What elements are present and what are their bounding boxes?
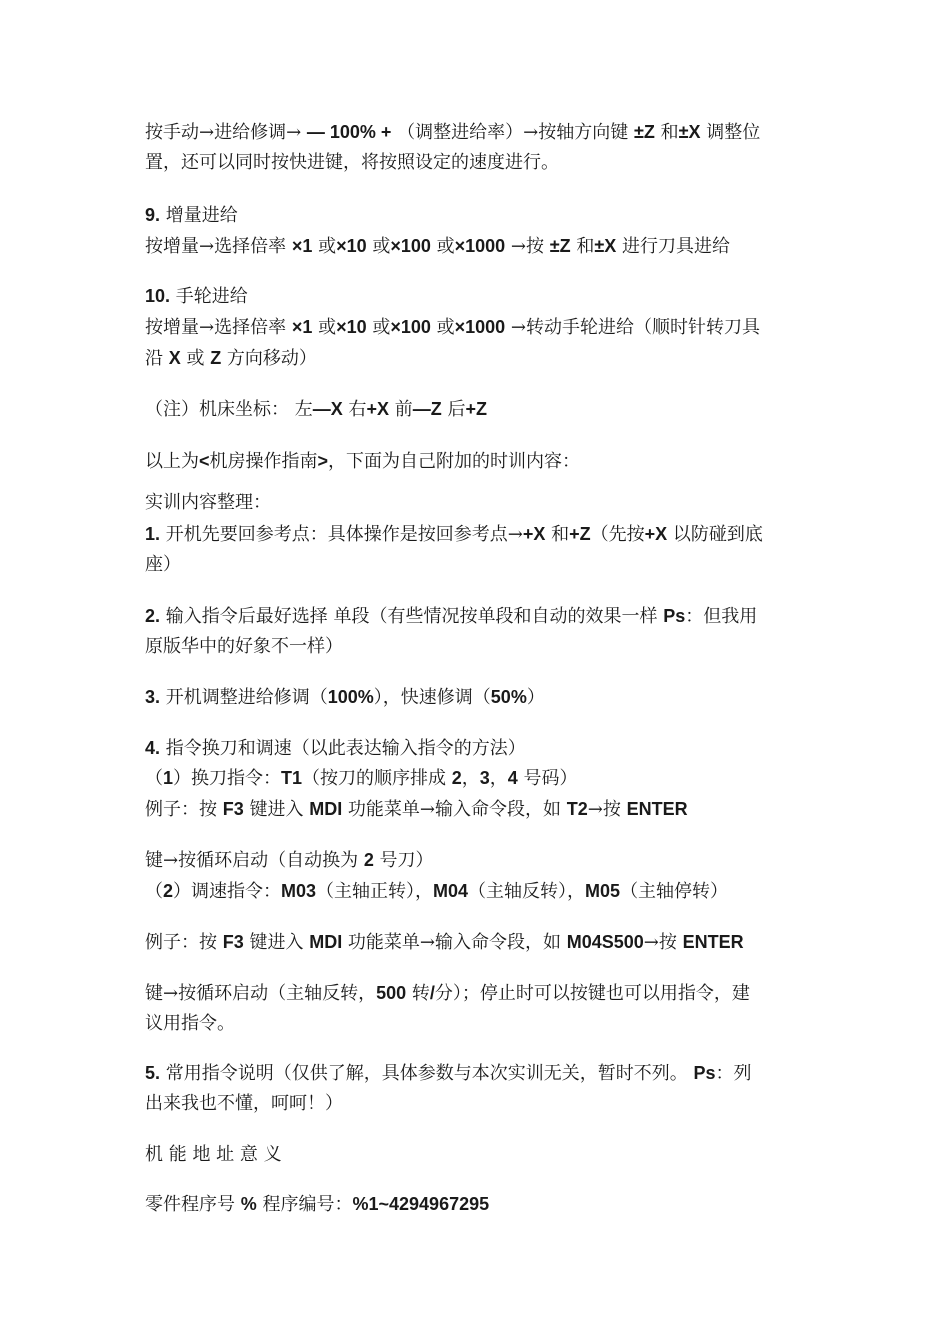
text-segment: 例子：按 (145, 932, 223, 953)
text-line (145, 930, 744, 954)
text-segment: 手轮进给 (170, 286, 248, 307)
text-line (145, 449, 580, 473)
text-segment: 置，还可以同时按快进键，将按照设定的速度进行。 (145, 152, 559, 173)
text-line (145, 346, 317, 370)
text-segment: 程序编号： (256, 1194, 353, 1215)
bold-text-segment: MDI (309, 932, 343, 952)
text-line (145, 766, 578, 790)
text-segment: ），快速修调（ (373, 687, 491, 708)
bold-text-segment: — 100% + (306, 122, 392, 142)
text-segment: 开机调整进给修调（ (160, 687, 328, 708)
text-segment: 指令换刀和调速（以此表达输入指令的方法） (160, 738, 526, 759)
bold-text-segment: 3. (145, 687, 161, 707)
text-line (145, 522, 763, 546)
text-segment: →按 (587, 799, 627, 820)
text-segment: 开机先要回参考点：具体操作是按回参考点→ (160, 524, 523, 545)
text-segment: →按 (505, 236, 550, 257)
bold-text-segment: 2 (451, 768, 462, 788)
text-segment: ：列 (715, 1063, 752, 1084)
text-segment: 例子：按 (145, 799, 223, 820)
text-segment: 进行刀具进给 (616, 236, 730, 257)
section-heading (145, 284, 248, 308)
text-segment: （先按 (590, 524, 645, 545)
text-line (145, 151, 559, 175)
bold-text-segment: —X (312, 399, 343, 419)
bold-text-segment: / (429, 983, 435, 1003)
text-line (145, 1143, 282, 1167)
text-segment: 功能菜单→输入命令段，如 (342, 932, 567, 953)
bold-text-segment: M04S500 (566, 932, 644, 952)
bold-text-segment: MDI (309, 799, 343, 819)
bold-text-segment: ±Z (633, 122, 655, 142)
text-segment: 号码） (517, 768, 578, 789)
bold-text-segment: ×1000 (454, 317, 506, 337)
text-segment: （主轴停转） (620, 881, 729, 902)
bold-text-segment: 10. (145, 286, 171, 306)
bold-text-segment: 1 (163, 768, 174, 788)
bold-text-segment: % (240, 1194, 257, 1214)
text-line (145, 491, 271, 515)
text-segment: （按刀的顺序排成 (302, 768, 452, 789)
text-segment: →转动手轮进给（顺时针转刀具 (505, 317, 761, 338)
text-line (145, 848, 434, 872)
text-segment: 调整位 (700, 122, 761, 143)
text-segment: 或 (312, 317, 337, 338)
bold-text-segment: Ps (693, 1063, 716, 1083)
text-segment: ：但我用 (685, 606, 758, 627)
text-line (145, 604, 757, 628)
text-segment: 原版华中的好象不一样） (145, 636, 343, 657)
bold-text-segment: +X (366, 399, 390, 419)
bold-text-segment: 2 (163, 881, 174, 901)
text-segment: 沿 (145, 348, 169, 369)
bold-text-segment: ×1 (291, 236, 313, 256)
text-line (145, 315, 760, 339)
text-segment: 键→按循环启动（主轴反转， (145, 983, 377, 1004)
text-segment: 增量进给 (160, 205, 238, 226)
text-segment: 键→按循环启动（自动换为 (145, 850, 364, 871)
text-segment: （主轴反转）， (468, 881, 586, 902)
text-segment: （注）机床坐标： 左 (145, 399, 313, 420)
text-line (145, 981, 750, 1005)
bold-text-segment: +X (522, 524, 546, 544)
bold-text-segment: M05 (585, 881, 621, 901)
bold-text-segment: —Z (412, 399, 442, 419)
text-segment: 常用指令说明（仅供了解，具体参数与本次实训无关，暂时不列。 (160, 1063, 694, 1084)
text-segment: （ (145, 768, 163, 789)
section-heading (145, 203, 238, 227)
bold-text-segment: ×10 (336, 317, 367, 337)
bold-text-segment: %1~4294967295 (352, 1194, 490, 1214)
text-segment: 以防碰到底 (667, 524, 763, 545)
text-line (145, 120, 760, 144)
text-segment: 议用指令。 (145, 1013, 235, 1034)
bold-text-segment: F3 (222, 932, 244, 952)
bold-text-segment: ±X (678, 122, 701, 142)
text-segment: 后 (441, 399, 466, 420)
bold-text-segment: ±Z (549, 236, 571, 256)
bold-text-segment: Ps (663, 606, 686, 626)
bold-text-segment: ×100 (390, 317, 431, 337)
bold-text-segment: > (317, 451, 329, 471)
text-segment: 机房操作指南 (209, 451, 318, 472)
bold-text-segment: Z (210, 348, 222, 368)
bold-text-segment: X (168, 348, 181, 368)
text-segment: 出来我也不懂，呵呵！） (145, 1093, 343, 1114)
text-segment: ） (526, 687, 545, 708)
text-line (145, 879, 728, 903)
text-segment: 分）；停止时可以按键也可以用指令，建 (434, 983, 750, 1004)
bold-text-segment: 500 (376, 983, 407, 1003)
bold-text-segment: 100% (327, 687, 374, 707)
bold-text-segment: M04 (433, 881, 469, 901)
text-segment: 按手动→进给修调→ (145, 122, 307, 143)
text-segment: 实训内容整理： (145, 492, 271, 513)
text-segment: 以上为 (145, 451, 199, 472)
text-segment: 按增量→选择倍率 (145, 236, 292, 257)
bold-text-segment: 9. (145, 205, 161, 225)
text-line (145, 397, 487, 421)
text-line (145, 1092, 343, 1116)
bold-text-segment: 2. (145, 606, 161, 626)
text-segment: 零件程序号 (145, 1194, 241, 1215)
bold-text-segment: ±X (594, 236, 617, 256)
text-segment: ，下面为自己附加的时训内容： (328, 451, 581, 472)
text-segment: 按增量→选择倍率 (145, 317, 292, 338)
bold-text-segment: 4 (507, 768, 518, 788)
text-segment: 或 (180, 348, 211, 369)
bold-text-segment: T2 (566, 799, 588, 819)
text-line (145, 553, 181, 577)
bold-text-segment: ×100 (390, 236, 431, 256)
bold-text-segment: ×10 (336, 236, 367, 256)
text-segment: 功能菜单→输入命令段，如 (342, 799, 567, 820)
text-line (145, 685, 545, 709)
bold-text-segment: ×1000 (454, 236, 506, 256)
text-segment: ）换刀指令： (173, 768, 282, 789)
bold-text-segment: < (199, 451, 210, 471)
text-segment: →按 (643, 932, 683, 953)
text-segment: 和 (654, 122, 679, 143)
text-segment: 右 (342, 399, 367, 420)
bold-text-segment: 5. (145, 1063, 161, 1083)
bold-text-segment: 1. (145, 524, 161, 544)
text-line (145, 797, 688, 821)
bold-text-segment: ENTER (626, 799, 688, 819)
bold-text-segment: M03 (281, 881, 317, 901)
text-line (145, 736, 526, 760)
bold-text-segment: 2 (363, 850, 374, 870)
text-segment: 和 (545, 524, 570, 545)
text-segment: 键进入 (243, 932, 310, 953)
text-line (145, 234, 730, 258)
text-segment: （ (145, 881, 163, 902)
text-line (145, 1192, 489, 1216)
text-segment: 转 (406, 983, 430, 1004)
text-segment: 或 (430, 317, 455, 338)
text-segment: 或 (430, 236, 455, 257)
text-segment: 或 (312, 236, 337, 257)
text-segment: 键进入 (243, 799, 310, 820)
bold-text-segment: T1 (281, 768, 303, 788)
text-segment: 前 (389, 399, 413, 420)
bold-text-segment: ×1 (291, 317, 313, 337)
text-segment: （调整进给率）→按轴方向键 (391, 122, 634, 143)
text-segment: 方向移动） (221, 348, 317, 369)
text-segment: ， (461, 768, 480, 789)
text-segment: 或 (366, 236, 391, 257)
bold-text-segment: +X (644, 524, 668, 544)
text-segment: （主轴正转）， (316, 881, 434, 902)
bold-text-segment: F3 (222, 799, 244, 819)
text-line (145, 1012, 235, 1036)
bold-text-segment: 4. (145, 738, 161, 758)
bold-text-segment: 50% (490, 687, 527, 707)
text-segment: 输入指令后最好选择 单段（有些情况按单段和自动的效果一样 (160, 606, 664, 627)
text-segment: ）调速指令： (173, 881, 282, 902)
text-line (145, 635, 343, 659)
bold-text-segment: 3 (479, 768, 490, 788)
bold-text-segment: +Z (465, 399, 487, 419)
text-segment: 和 (570, 236, 595, 257)
text-segment: 或 (366, 317, 391, 338)
text-line (145, 1061, 752, 1085)
bold-text-segment: +Z (569, 524, 591, 544)
bold-text-segment: ENTER (682, 932, 744, 952)
text-segment: 机 能 地 址 意 义 (145, 1144, 282, 1165)
text-segment: ， (489, 768, 508, 789)
text-segment: 座） (145, 554, 181, 575)
text-segment: 号刀） (373, 850, 434, 871)
